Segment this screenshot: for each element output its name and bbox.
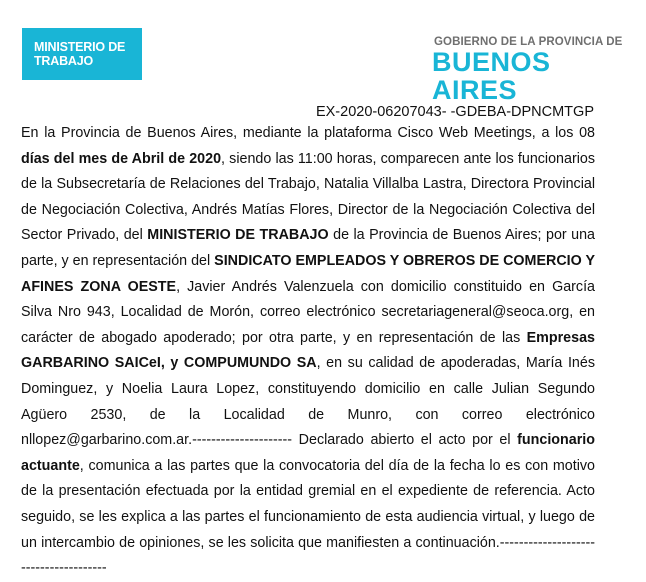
body-bold-funcionario: funcionario actuante: [21, 432, 595, 474]
expediente-number: EX-2020-06207043- -GDEBA-DPNCMTGP: [315, 104, 594, 120]
body-bold-ministerio: MINISTERIO DE TRABAJO: [147, 227, 329, 244]
body-bold-sindicato: SINDICATO EMPLEADOS Y OBREROS DE COMERCIO Y AFINES ZONA OESTE: [21, 252, 595, 295]
body-text-5: , en su calidad de apoderadas, María Inés Dominguez, y Noelia Laura Lopez, constituyendo domicilio en calle Julian Segundo Agüero 2530, de la Localidad de Munro, con correo electrónico nllopez@garbarino.com.ar.--------------------- Declarado abierto el acto por el: [21, 355, 595, 449]
body-bold-empresas: Empresas GARBARINO SAICeI, y COMPUMUNDO SA: [21, 329, 595, 372]
body-text-2: , siendo las 11:00 horas, comparecen ante los funcionarios de la Subsecretaría de Relaciones del Trabajo, Natalia Villalba Lastra, Directora Provincial de Negociación Colectiva, Andrés Matías Flores, Director de la Negociación Colectiva del Sector Privado, del: [21, 150, 596, 244]
logo-line-1: MINISTERIO DE: [34, 40, 126, 54]
ministerio-de-trabajo-logo: [22, 28, 142, 80]
buenos-aires-logo: [432, 36, 632, 104]
gobierno-label: GOBIERNO DE LA PROVINCIA DE: [434, 36, 623, 48]
body-text-6: , comunica a las partes que la convocatoria del día de la fecha lo es con motivo de la presentación efectuada por la entidad gremial en el expediente de referencia. Acto seguido, se les explica a las partes el funcionamiento de esta audiencia virtual, y luego de un intercambio de opiniones, se les solicita que manifiesten a continuación.--------------------------------------: [21, 457, 595, 577]
buenos-aires-label: BUENOS AIRES: [432, 47, 551, 105]
body-text-1: En la Provincia de Buenos Aires, mediante la plataforma Cisco Web Meetings, a los 08: [21, 125, 595, 141]
body-text-4: , Javier Andrés Valenzuela con domicilio constituido en García Silva Nro 943, Localidad de Morón, correo electrónico secretariageneral@seoca.org, en carácter de abogado apoderado; por otra parte, y en representación de las: [21, 278, 595, 346]
body-bold-date: días del mes de Abril de 2020: [21, 150, 222, 167]
logo-line-2: TRABAJO: [34, 54, 94, 68]
document-body: [21, 121, 595, 582]
body-text-3: de la Provincia de Buenos Aires; por una parte, y en representación del: [21, 227, 595, 269]
